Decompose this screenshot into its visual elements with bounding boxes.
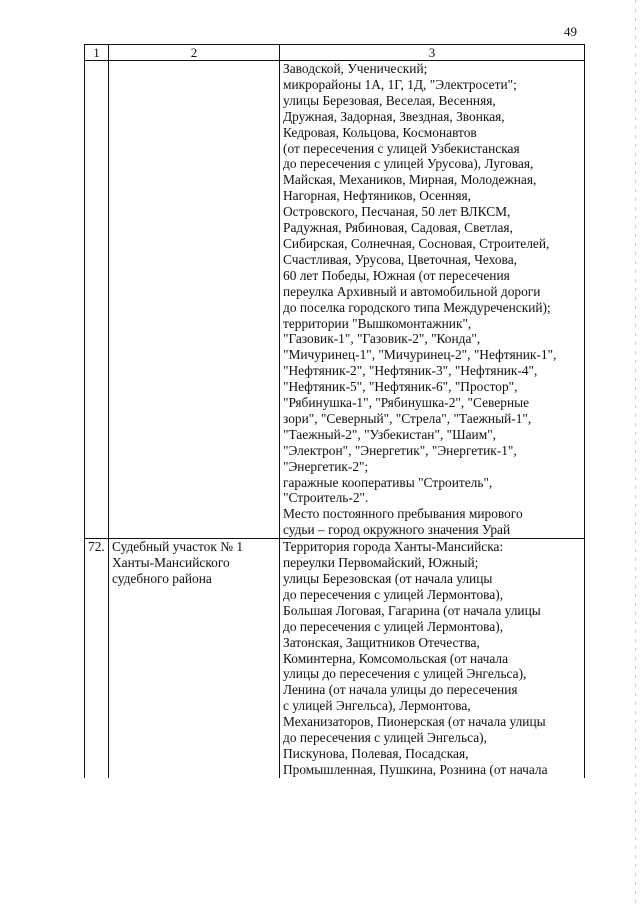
- territory-line: Затонская, Защитников Отечества,: [283, 634, 480, 650]
- territory-line: "Энергетик-2";: [283, 458, 369, 474]
- territory-line: зори", "Северный", "Стрела", "Таежный-1",: [283, 410, 532, 426]
- territory-line: до поселка городского типа Междуреченский);: [283, 299, 551, 315]
- territory-line: Радужная, Рябиновая, Садовая, Светлая,: [283, 220, 513, 236]
- territory-line: Заводской, Ученический;: [283, 61, 428, 76]
- territory-line: Территория города Ханты-Мансийска:: [283, 539, 504, 555]
- territory-line: "Электрон", "Энергетик", "Энергетик-1",: [283, 442, 517, 458]
- jurisdiction-table: [84, 44, 585, 778]
- header-cell-3: 3: [280, 45, 585, 61]
- court-name-cell: [109, 539, 280, 778]
- territory-line: судьи – город окружного значения Урай: [283, 522, 511, 538]
- row-number-cell: 72.: [85, 539, 109, 778]
- territory-cell: [280, 61, 585, 539]
- table-row: [85, 539, 585, 778]
- territory-line: улицы Березовская (от начала улицы: [283, 571, 493, 586]
- territory-line: Механизаторов, Пионерская (от начала улицы: [283, 714, 546, 730]
- header-cell-2: 2: [109, 45, 280, 61]
- territory-line: Пискунова, Полевая, Посадская,: [283, 745, 469, 761]
- territory-line: улицы Березовая, Веселая, Весенняя,: [283, 92, 496, 108]
- territory-line: "Нефтяник-5", "Нефтяник-6", "Простор",: [283, 379, 518, 395]
- territory-line: (от пересечения с улицей Узбекистанская: [283, 140, 520, 156]
- territory-line: до пересечения с улицей Лермонтова),: [283, 618, 504, 634]
- territory-line: Ленина (от начала улицы до пересечения: [283, 682, 518, 698]
- row-number-cell: [85, 61, 109, 539]
- page-number: 49: [564, 24, 577, 39]
- court-name-line: Ханты-Мансийского: [112, 555, 230, 571]
- territory-line: Коминтерна, Комсомольская (от начала: [283, 650, 509, 666]
- court-name-line: судебного района: [112, 571, 212, 586]
- territory-cell: [280, 539, 585, 778]
- territory-line: "Мичуринец-1", "Мичуринец-2", "Нефтяник-1",: [283, 347, 557, 363]
- territory-line: Дружная, Задорная, Звездная, Звонкая,: [283, 108, 505, 124]
- territory-line: Кедровая, Кольцова, Космонавтов: [283, 124, 477, 140]
- territory-line: до пересечения с улицей Энгельса),: [283, 730, 487, 746]
- territory-line: Островского, Песчаная, 50 лет ВЛКСМ,: [283, 204, 511, 220]
- territory-line: Промышленная, Пушкина, Рознина (от начала: [283, 761, 548, 777]
- territory-line: "Таежный-2", "Узбекистан", "Шаим",: [283, 426, 497, 442]
- territory-line: до пересечения с улицей Лермонтова),: [283, 586, 504, 602]
- territory-line: 60 лет Победы, Южная (от пересечения: [283, 267, 510, 283]
- territory-line: улицы до пересечения с улицей Энгельса),: [283, 666, 527, 682]
- territory-line: переулки Первомайский, Южный;: [283, 555, 479, 571]
- header-row: [85, 45, 585, 61]
- territory-line: "Строитель-2".: [283, 490, 369, 506]
- territory-line: "Нефтяник-2", "Нефтяник-3", "Нефтяник-4",: [283, 363, 538, 379]
- territory-line: "Газовик-1", "Газовик-2", "Конда",: [283, 331, 481, 347]
- territory-line: переулка Архивный и автомобильной дороги: [283, 283, 541, 299]
- territory-line: территории "Вышкомонтажник",: [283, 315, 472, 331]
- territory-line: Сибирская, Солнечная, Сосновая, Строителей,: [283, 235, 550, 251]
- court-name-line: Судебный участок № 1: [112, 539, 244, 555]
- table-row: [85, 61, 585, 539]
- territory-line: "Рябинушка-1", "Рябинушка-2", "Северные: [283, 395, 530, 411]
- territory-line: микрорайоны 1А, 1Г, 1Д, "Электросети";: [283, 76, 517, 92]
- territory-line: до пересечения с улицей Урусова), Луговая,: [283, 156, 534, 172]
- territory-line: гаражные кооперативы "Строитель",: [283, 474, 493, 490]
- territory-line: Майская, Механиков, Мирная, Молодежная,: [283, 172, 537, 188]
- territory-line: Нагорная, Нефтяников, Осенняя,: [283, 188, 472, 204]
- scan-edge-artifact: [635, 0, 636, 905]
- court-name-cell: [109, 61, 280, 539]
- territory-line: Место постоянного пребывания мирового: [283, 506, 523, 522]
- header-cell-1: 1: [85, 45, 109, 61]
- territory-line: Большая Логовая, Гагарина (от начала улицы: [283, 602, 541, 618]
- territory-line: с улицей Энгельса), Лермонтова,: [283, 698, 471, 714]
- territory-line: Счастливая, Урусова, Цветочная, Чехова,: [283, 251, 517, 267]
